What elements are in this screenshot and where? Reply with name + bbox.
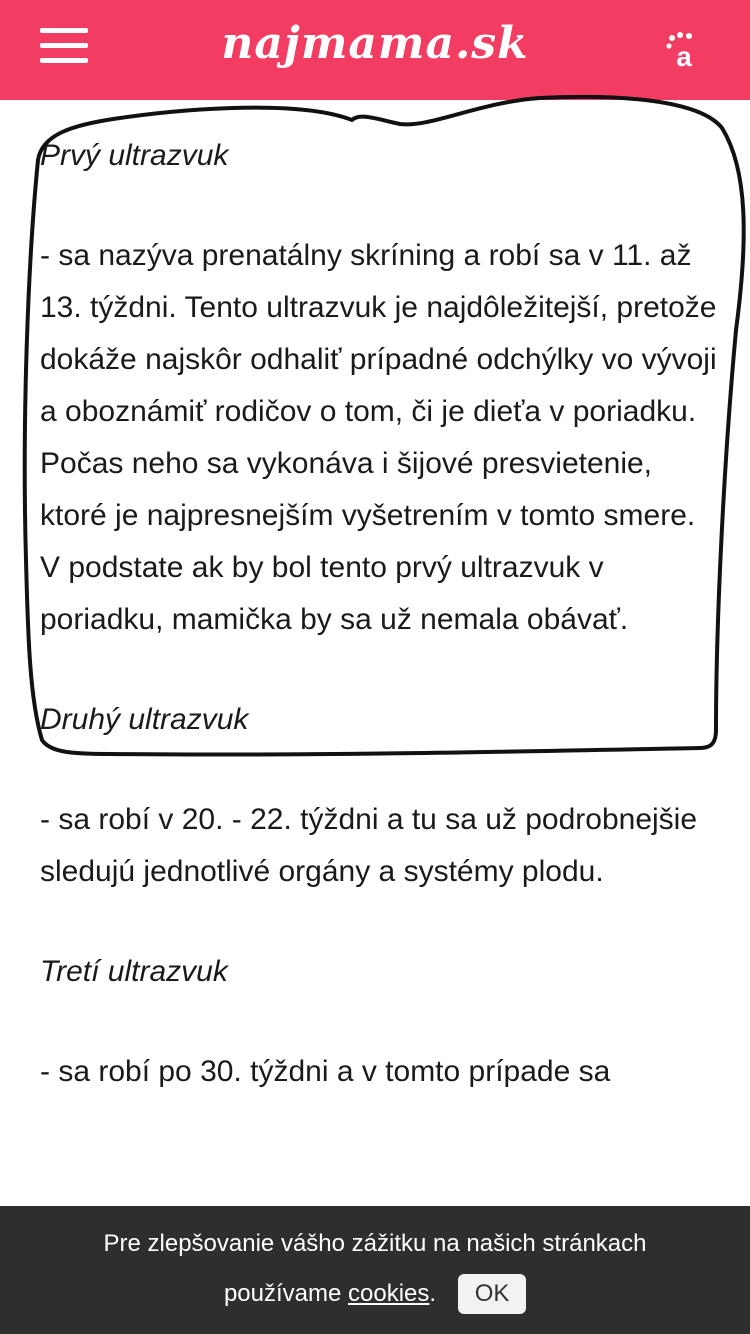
article-content [40,130,720,1098]
svg-text:a: a [676,41,692,70]
cookie-message: Pre zlepšovanie vášho zážitku na našich stránkach [103,1230,647,1257]
section-heading-second-ultrasound: Druhý ultrazvuk [40,703,249,736]
top-header [0,0,750,100]
cookies-link[interactable]: cookies [348,1280,430,1307]
section-heading-third-ultrasound: Tretí ultrazvuk [40,955,228,988]
site-logo [0,18,750,69]
cookie-message-suffix: . [429,1280,437,1307]
cookie-consent-bar [0,1206,750,1334]
section-text-first-ultrasound: - sa nazýva prenatálny skríning a robí sa v 11. až 13. týždni. Tento ultrazvuk je najdôležitejší, pretože dokáže najskôr odhaliť prípadné odchýlky vo vývoji a oboznámiť rodičov o tom, či je dieťa v poriadku. Počas neho sa vykonáva i šijové presvietenie, ktoré je najpresnejším vyšetrením v tomto smere. V podstate ak by bol tento prvý ultrazvuk v poriadku, mamička by sa už nemala obávať. [40,239,717,636]
site-logo-text[interactable]: najmama.sk [221,18,529,69]
paw-a-icon[interactable] [664,30,700,70]
section-text-second-ultrasound: - sa robí v 20. - 22. týždni a tu sa už podrobnejšie sledujú jednotlivé orgány a systémy plodu. [40,803,698,888]
cookie-ok-button[interactable]: OK [458,1274,526,1314]
cookie-message-prefix: používame [223,1280,349,1307]
section-text-third-ultrasound: - sa robí po 30. týždni a v tomto prípade sa [40,1055,611,1088]
hamburger-menu-icon[interactable] [40,28,88,64]
section-heading-first-ultrasound: Prvý ultrazvuk [40,139,229,172]
cookie-message-line2 [0,1272,750,1316]
